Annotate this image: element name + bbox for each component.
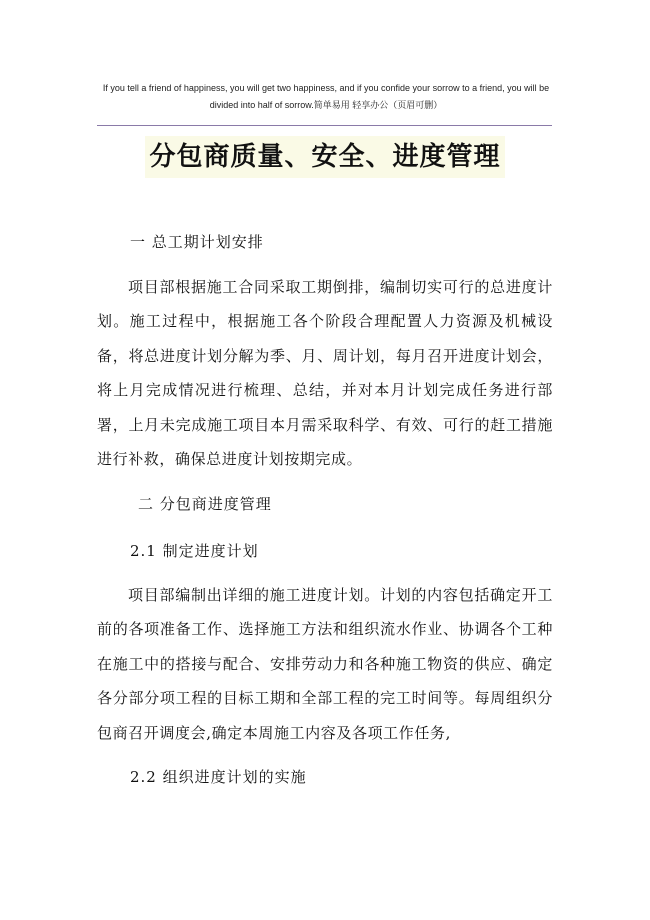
- subsection-heading-plan: 2.1 制定进度计划: [130, 542, 259, 560]
- page-header-text: If you tell a friend of happiness, you will get two happiness, and if you confide your sorrow to a friend, you will be divided into half of sorrow.简单易用 轻享办公（页眉可删）: [102, 83, 550, 110]
- paragraph-plan: 项目部编制出详细的施工进度计划。计划的内容包括确定开工前的各项准备工作、选择施工方法和组织流水作业、协调各个工种在施工中的搭接与配合、安排劳动力和各种施工物资的供应、确定各分部分项工程的目标工期和全部工程的完工时间等。每周组织分包商召开调度会,确定本周施工内容及各项工作任务,: [97, 586, 553, 742]
- title-container: [0, 136, 650, 178]
- paragraph-schedule: 项目部根据施工合同采取工期倒排，编制切实可行的总进度计划。施工过程中，根据施工各个阶段合理配置人力资源及机械设备，将总进度计划分解为季、月、周计划，每月召开进度计划会，将上月完成情况进行梳理、总结，并对本月计划完成任务进行部署，上月未完成施工项目本月需采取科学、有效、可行的赶工措施进行补救，确保总进度计划按期完成。: [97, 278, 553, 469]
- document-title: 分包商质量、安全、进度管理: [145, 136, 504, 178]
- section-heading-schedule: 一 总工期计划安排: [130, 233, 264, 251]
- subsection-heading-implementation: 2.2 组织进度计划的实施: [130, 768, 307, 786]
- section-heading-progress-management: 二 分包商进度管理: [138, 495, 272, 513]
- header-divider: [97, 125, 552, 126]
